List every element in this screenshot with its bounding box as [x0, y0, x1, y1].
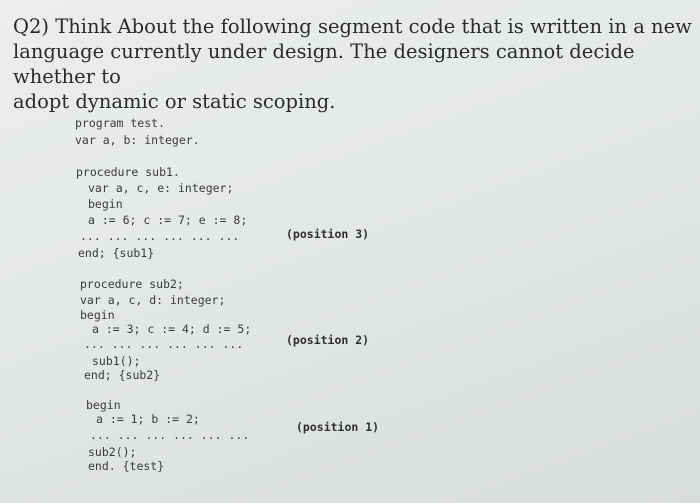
main-position-marker: (position 1) [296, 420, 380, 434]
code-vars-line: var a, b: integer. [75, 133, 200, 147]
sub2-assign: a := 3; c := 4; d := 5; [92, 322, 252, 336]
question-line-1: Q2) Think About the following segment code that is written in a new [13, 15, 692, 38]
sub2-header: procedure sub2; [80, 277, 184, 291]
sub1-header: procedure sub1. [76, 165, 180, 179]
sub2-vars: var a, c, d: integer; [80, 293, 226, 307]
code-program-line: program test. [75, 116, 166, 130]
question-line-3: adopt dynamic or static scoping. [13, 90, 336, 113]
sub2-position-marker: (position 2) [286, 333, 370, 347]
main-assign: a := 1; b := 2; [96, 412, 200, 426]
sub2-begin: begin [80, 308, 115, 322]
sub2-ellipsis: ... ... ... ... ... ... [84, 337, 244, 351]
sub1-begin: begin [88, 197, 123, 211]
sub1-end: end; {sub1} [78, 246, 155, 260]
sub1-vars: var a, c, e: integer; [88, 181, 234, 195]
sub1-assign: a := 6; c := 7; e := 8; [88, 213, 248, 227]
main-begin: begin [86, 398, 121, 412]
main-ellipsis: ... ... ... ... ... ... [90, 428, 250, 442]
main-end: end. {test} [88, 459, 165, 473]
sub2-end: end; {sub2} [84, 368, 161, 382]
sub1-ellipsis: ... ... ... ... ... ... [80, 229, 240, 243]
main-call-sub2: sub2(); [88, 445, 137, 459]
sub1-position-marker: (position 3) [286, 227, 370, 241]
question-line-2: language currently under design. The designers cannot decide whether to [13, 40, 635, 88]
sub2-call-sub1: sub1(); [92, 354, 141, 368]
